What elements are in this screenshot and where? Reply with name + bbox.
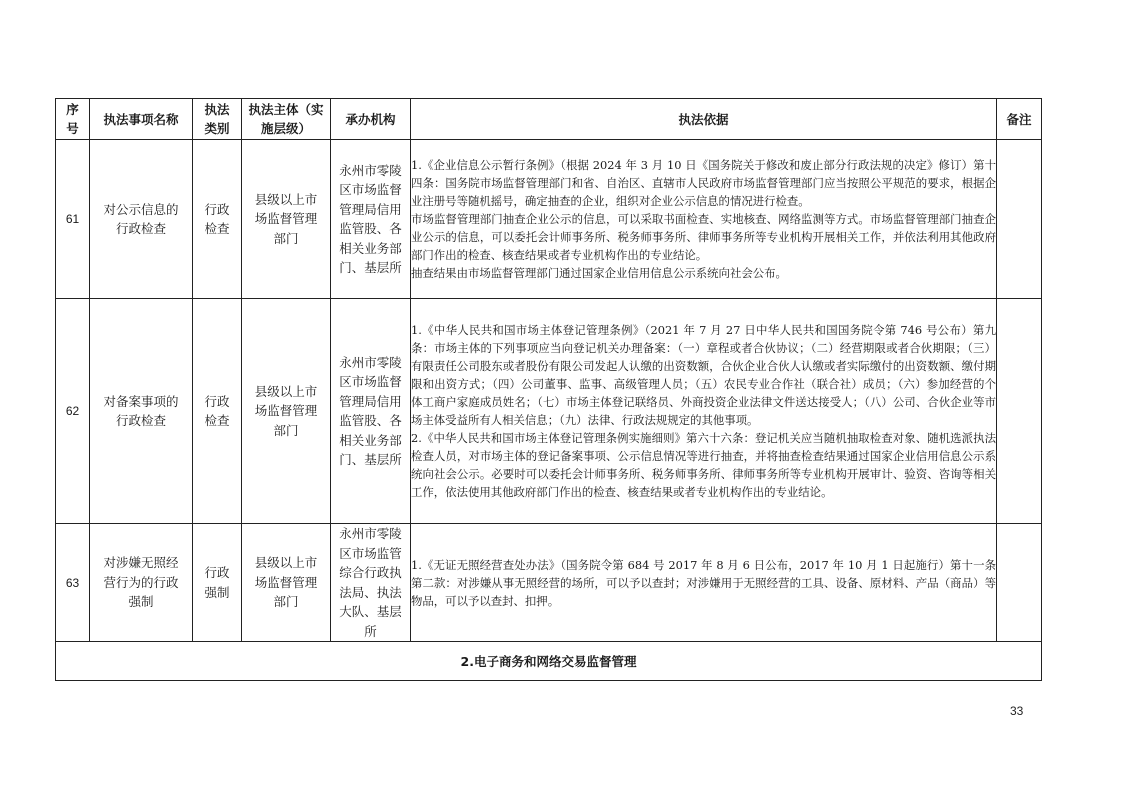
row-seq: 63: [56, 524, 90, 642]
row-seq: 62: [56, 299, 90, 524]
section-title: 2.电子商务和网络交易监督管理: [56, 642, 1042, 681]
row-subject: 县级以上市场监督管理部门: [242, 299, 331, 524]
basis-paragraph: 市场监督管理部门抽查企业公示的信息，可以采取书面检查、实地核查、网络监测等方式。市场监督管理部门抽查企业公示的信息，可以委托会计师事务所、税务师事务所、律师事务所等专业机构开展相关工作，并依法利用其他政府部门作出的检查、核查结果或者专业机构作出的专业结论。: [411, 212, 996, 262]
header-agency: 承办机构: [331, 99, 411, 140]
header-basis: 执法依据: [411, 99, 997, 140]
row-category: 行政检查: [193, 299, 242, 524]
enforcement-table: [55, 98, 1042, 681]
table-row: [56, 299, 1042, 524]
row-seq: 61: [56, 140, 90, 299]
section-row: [56, 642, 1042, 681]
row-item-name: 对涉嫌无照经营行为的行政强制: [90, 524, 193, 642]
row-agency: 永州市零陵区市场监管综合行政执法局、执法大队、基层所: [331, 524, 411, 642]
page-number: 33: [1010, 704, 1024, 718]
basis-paragraph: 1.《企业信息公示暂行条例》（根据 2024 年 3 月 10 日《国务院关于修改和废止部分行政法规的决定》修订）第十四条：国务院市场监督管理部门和省、自治区、直辖市人民政府市场监督管理部门应当按照公平规范的要求，根据企业注册号等随机摇号，确定抽查的企业，组织对企业公示信息的情况进行检查。: [411, 158, 996, 208]
row-subject: 县级以上市场监督管理部门: [242, 140, 331, 299]
row-subject: 县级以上市场监督管理部门: [242, 524, 331, 642]
row-remarks: [997, 140, 1042, 299]
basis-paragraph: 抽查结果由市场监督管理部门通过国家企业信用信息公示系统向社会公布。: [411, 266, 787, 280]
row-item-name: 对公示信息的行政检查: [90, 140, 193, 299]
header-category: 执法类别: [193, 99, 242, 140]
basis-paragraph: 1.《中华人民共和国市场主体登记管理条例》（2021 年 7 月 27 日中华人民共和国国务院令第 746 号公布）第九条：市场主体的下列事项应当向登记机关办理备案：（一）章程或者合伙协议；（二）经营期限或者合伙期限；（三）有限责任公司股东或者股份有限公司发起人认缴的出资数额，合伙企业合伙人认缴或者实际缴付的出资数额、缴付期限和出资方式；（四）公司董事、监事、高级管理人员；（五）农民专业合作社（联合社）成员；（六）参加经营的个体工商户家庭成员姓名；（七）市场主体登记联络员、外商投资企业法律文件送达接受人；（八）公司、合伙企业等市场主体受益所有人相关信息；（九）法律、行政法规规定的其他事项。: [411, 323, 996, 427]
row-agency: 永州市零陵区市场监督管理局信用监管股、各相关业务部门、基层所: [331, 299, 411, 524]
header-item-name: 执法事项名称: [90, 99, 193, 140]
header-subject: 执法主体（实施层级）: [242, 99, 331, 140]
basis-paragraph: 1.《无证无照经营查处办法》（国务院令第 684 号 2017 年 8 月 6 日公布，2017 年 10 月 1 日起施行）第十一条第二款：对涉嫌从事无照经营的场所，可以予以查封；对涉嫌用于无照经营的工具、设备、原材料、产品（商品）等物品，可以予以查封、扣押。: [411, 557, 996, 608]
row-remarks: [997, 524, 1042, 642]
basis-paragraph: 2.《中华人民共和国市场主体登记管理条例实施细则》第六十六条：登记机关应当随机抽取检查对象、随机选派执法检查人员，对市场主体的登记备案事项、公示信息情况等进行抽查，并将抽查检查结果通过国家企业信用信息公示系统向社会公示。必要时可以委托会计师事务所、税务师事务所、律师事务所等专业机构开展审计、验资、咨询等相关工作，依法使用其他政府部门作出的检查、核查结果或者专业机构作出的专业结论。: [411, 431, 996, 499]
header-seq: 序号: [56, 99, 90, 140]
row-category: 行政检查: [193, 140, 242, 299]
row-basis: [411, 140, 997, 299]
table-header-row: [56, 99, 1042, 140]
header-remarks: 备注: [997, 99, 1042, 140]
table-row: [56, 140, 1042, 299]
row-agency: 永州市零陵区市场监督管理局信用监管股、各相关业务部门、基层所: [331, 140, 411, 299]
row-basis: [411, 299, 997, 524]
row-category: 行政强制: [193, 524, 242, 642]
row-item-name: 对备案事项的行政检查: [90, 299, 193, 524]
row-remarks: [997, 299, 1042, 524]
table-row: [56, 524, 1042, 642]
row-basis: [411, 524, 997, 642]
